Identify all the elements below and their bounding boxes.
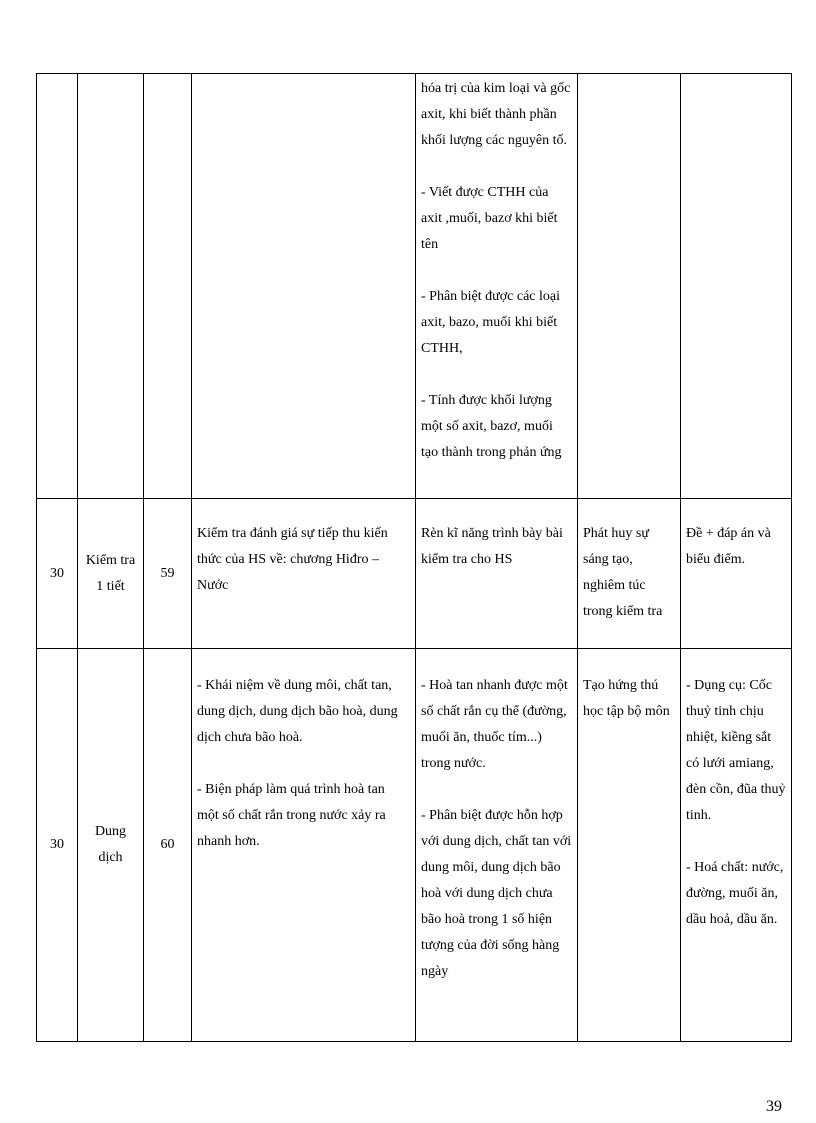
week-cell: 30 bbox=[37, 499, 78, 649]
skills-paragraph: - Hoà tan nhanh được một số chất rắn cụ thể (đường, muối ăn, thuốc tím...) trong nước. bbox=[421, 678, 568, 771]
lesson-cell bbox=[78, 74, 144, 499]
table-row bbox=[37, 499, 792, 649]
skills-paragraph: - Phân biệt được hỗn hợp với dung dịch, chất tan với dung môi, dung dịch bão hoà với dung dịch chưa bão hoà trong 1 số hiện tượng của đời sống hàng ngày bbox=[421, 808, 572, 979]
table-row bbox=[37, 74, 792, 499]
skills-cell bbox=[416, 499, 578, 649]
skills-paragraph: - Tính được khối lượng một số axit, bazơ, muối tạo thành trong phản ứng bbox=[421, 393, 562, 460]
knowledge-paragraph: Kiểm tra đánh giá sự tiếp thu kiến thức của HS về: chương Hiđro – Nước bbox=[197, 526, 388, 593]
preparation-paragraph: Đề + đáp án và biểu điểm. bbox=[686, 526, 771, 567]
week-cell: 30 bbox=[37, 649, 78, 1042]
preparation-cell bbox=[681, 649, 792, 1042]
knowledge-paragraph: - Khái niệm về dung môi, chất tan, dung dịch, dung dịch bão hoà, dung dịch chưa bão hoà. bbox=[197, 678, 398, 745]
skills-paragraph: - Phân biệt được các loại axit, bazo, muối khi biết CTHH, bbox=[421, 289, 560, 356]
knowledge-paragraph: - Biện pháp làm quá trình hoà tan một số chất rắn trong nước xảy ra nhanh hơn. bbox=[197, 782, 386, 849]
attitude-cell: Phát huy sự sáng tạo, nghiêm túc trong kiểm tra bbox=[578, 499, 681, 649]
week-cell bbox=[37, 74, 78, 499]
preparation-cell bbox=[681, 74, 792, 499]
knowledge-cell bbox=[192, 499, 416, 649]
skills-paragraph: Rèn kĩ năng trình bày bài kiểm tra cho HS bbox=[421, 526, 563, 567]
preparation-cell bbox=[681, 499, 792, 649]
skills-cell bbox=[416, 74, 578, 499]
preparation-paragraph: - Dụng cụ: Cốc thuỷ tinh chịu nhiệt, kiềng sắt có lưới amiang, đèn cồn, đũa thuỷ tinh. bbox=[686, 678, 786, 823]
knowledge-cell bbox=[192, 649, 416, 1042]
knowledge-cell bbox=[192, 74, 416, 499]
period-cell bbox=[144, 74, 192, 499]
skills-paragraph: - Viết được CTHH của axit ,muối, bazơ khi biết tên bbox=[421, 185, 558, 252]
lesson-cell: Kiểm tra 1 tiết bbox=[78, 499, 144, 649]
period-cell: 59 bbox=[144, 499, 192, 649]
skills-cell bbox=[416, 649, 578, 1042]
table-row bbox=[37, 649, 792, 1042]
lesson-cell: Dung dịch bbox=[78, 649, 144, 1042]
lesson-plan-table bbox=[36, 73, 792, 1042]
period-cell: 60 bbox=[144, 649, 192, 1042]
attitude-cell: Tạo hứng thú học tập bộ môn bbox=[578, 649, 681, 1042]
preparation-paragraph: - Hoá chất: nước, đường, muối ăn, dầu hoả, dầu ăn. bbox=[686, 860, 784, 927]
attitude-cell bbox=[578, 74, 681, 499]
skills-paragraph: hóa trị của kim loại và gốc axit, khi biết thành phần khối lượng các nguyên tố. bbox=[421, 81, 571, 148]
page-number: 39 bbox=[766, 1098, 782, 1115]
